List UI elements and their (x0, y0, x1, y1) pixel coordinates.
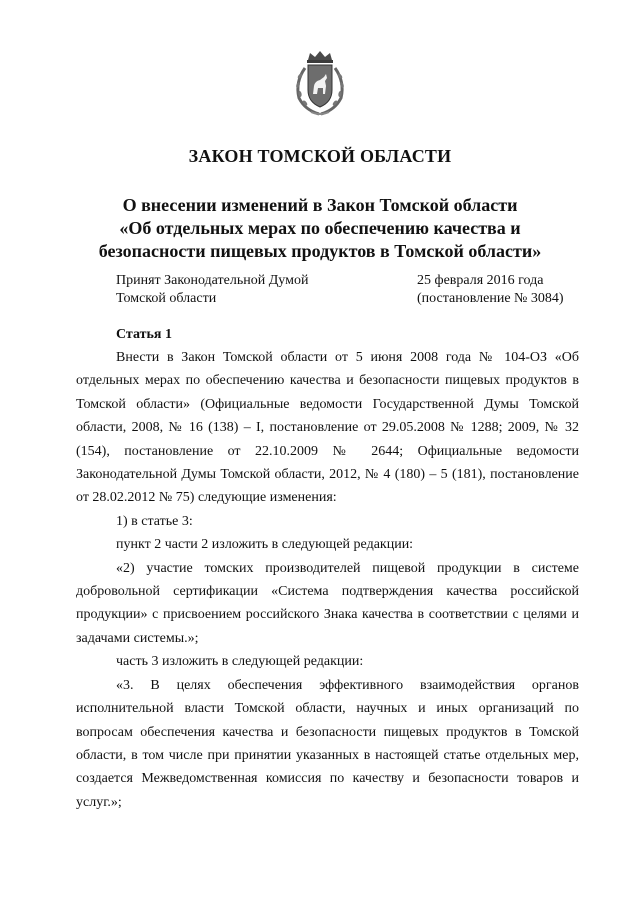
adoption-date-line: 25 февраля 2016 года (417, 273, 544, 288)
law-title: ЗАКОН ТОМСКОЙ ОБЛАСТИ (188, 146, 452, 166)
article-body (76, 346, 579, 814)
law-subject (60, 194, 580, 263)
resolution-number: (постановление № 3084) (417, 291, 564, 306)
adopted-by (116, 272, 308, 308)
tomsk-coat-of-arms-icon (291, 50, 349, 118)
law-subject-line: О внесении изменений в Закон Томской области (122, 195, 518, 215)
paragraph: 1) в статье 3: (116, 513, 193, 529)
adopted-by-line: Томской области (116, 291, 217, 306)
law-subject-line: «Об отдельных мерах по обеспечению качества и (119, 218, 521, 238)
paragraph: Внести в Закон Томской области от 5 июня 2008 года № 104-ОЗ «Об отдельных мерах по обеспечению качества и безопасности пищевых продуктов в Томской области» (Официальные ведомости Государственной Думы Томской области, 2008, № 16 (138) – I, постановление от 29.05.2008 № 1288; 2009, № 32 (154), постановление от 22.10.2009 № 2644; Официальные ведомости Законодательной Думы Томской области, 2012, № 4 (180) – 5 (181), постановление от 28.02.2012 № 75) следующие изменения: (76, 350, 579, 506)
adoption-date (417, 272, 564, 308)
paragraph: «3. В целях обеспечения эффективного взаимодействия органов исполнительной власти Томской области, научных и иных организаций по вопросам обеспечения качества и безопасности пищевых продуктов в Томской области, в том числе при принятии указанных в настоящей статье отдельных мер, создается Межведомственная комиссия по качеству и безопасности товаров и услуг.»; (76, 677, 579, 810)
article-heading: Статья 1 (116, 327, 172, 342)
paragraph: «2) участие томских производителей пищевой продукции в системе добровольной сертификации «Система подтверждения качества российской продукции» с присвоением российского Знака качества в соответствии с целями и задачами системы.»; (76, 560, 579, 646)
adopted-by-line: Принят Законодательной Думой (116, 273, 309, 288)
paragraph: часть 3 изложить в следующей редакции: (116, 654, 364, 670)
law-subject-line: безопасности пищевых продуктов в Томской области» (98, 241, 542, 261)
paragraph: пункт 2 части 2 изложить в следующей редакции: (116, 537, 414, 553)
